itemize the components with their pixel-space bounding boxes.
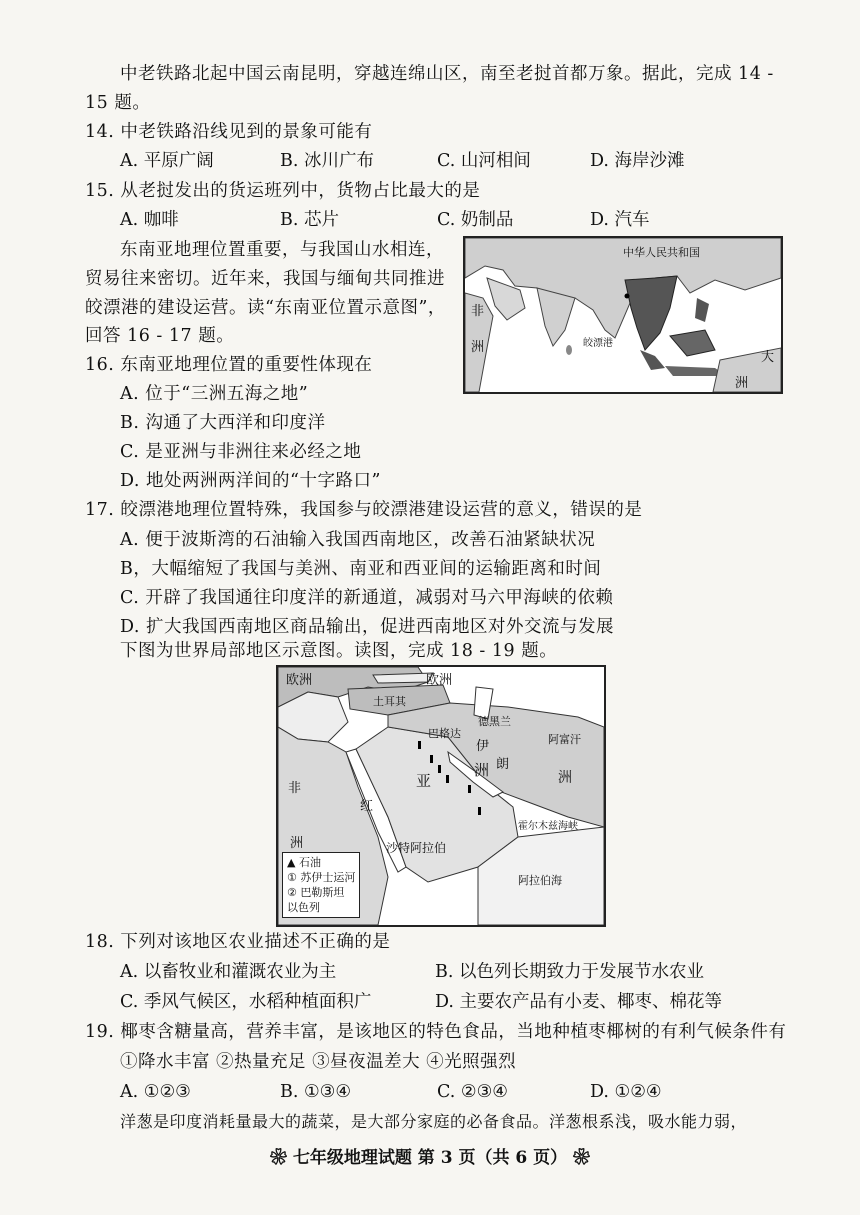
option-b: B. 芯片 (280, 210, 339, 230)
question-18-stem: 18. 下列对该地区农业描述不正确的是 (85, 932, 391, 952)
option-a: A. 平原广阔 (120, 151, 214, 171)
option-a: A. 便于波斯湾的石油输入我国西南地区，改善石油紧缺状况 (120, 530, 596, 550)
option-b: B. 以色列长期致力于发展节水农业 (435, 962, 704, 982)
option-d: D. 扩大我国西南地区商品输出，促进西南地区对外交流与发展 (120, 617, 615, 637)
intro-text-line: 中老铁路北起中国云南昆明，穿越连绵山区，南至老挝首都万象。据此，完成 14 - (120, 64, 774, 84)
option-d: D. 地处两洲两洋间的“十字路口” (120, 471, 381, 491)
option-b: B. 冰川广布 (280, 151, 374, 171)
page-footer: ❀ 七年级地理试题 第 3 页（共 6 页） ❀ (269, 1148, 591, 1168)
option-b: B. 沟通了大西洋和印度洋 (120, 413, 326, 433)
option-c: C. 季风气候区，水稻种植面积广 (120, 992, 372, 1012)
map-label-oceania: 大 (761, 350, 775, 365)
question-17-stem: 17. 皎漂港地理位置特殊，我国参与皎漂港建设运营的意义，错误的是 (85, 500, 643, 520)
option-b: B. ①③④ (280, 1082, 352, 1102)
question-16-stem: 16. 东南亚地理位置的重要性体现在 (85, 355, 373, 375)
map-label-europe: 欧洲 (426, 673, 453, 688)
option-a: A. 以畜牧业和灌溉农业为主 (120, 962, 337, 982)
option-c: C. 山河相间 (437, 151, 531, 171)
map-label-asia: 洲 (474, 761, 490, 779)
map-label-oceania: 洲 (735, 376, 749, 391)
middle-east-map (276, 665, 606, 927)
legend-israel: 以色列 (287, 901, 320, 914)
option-d: D. ①②④ (590, 1082, 662, 1102)
map-label-china: 中华人民共和国 (623, 246, 700, 259)
map-label-africa: 非 (471, 304, 485, 319)
option-c: C. 开辟了我国通往印度洋的新通道，减弱对马六甲海峡的依赖 (120, 588, 614, 608)
option-c: C. 奶制品 (437, 210, 514, 230)
map-label-africa: 非 (288, 781, 302, 796)
option-d: D. 海岸沙滩 (590, 151, 685, 171)
map-label-turkey: 土耳其 (373, 695, 406, 708)
map-label-europe: 欧洲 (286, 673, 313, 688)
map-legend (282, 852, 360, 918)
intro-text-line: 贸易往来密切。近年来，我国与缅甸共同推进 (85, 269, 445, 289)
question-15-stem: 15. 从老挝发出的货运班列中，货物占比最大的是 (85, 181, 481, 201)
option-d: D. 汽车 (590, 210, 650, 230)
map-label-iran: 伊 (476, 739, 490, 754)
map-label-port: 皎漂港 (583, 338, 613, 349)
southeast-asia-map-graphic (465, 238, 781, 392)
intro-text-line: 15 题。 (85, 93, 151, 113)
intro-text-line: 回答 16 - 17 题。 (85, 326, 235, 346)
map-label-asia: 亚 (416, 772, 432, 790)
legend-palestine: ② 巴勒斯坦 (287, 886, 345, 899)
intro-text-line: 下图为世界局部地区示意图。读图，完成 18 - 19 题。 (120, 641, 558, 661)
map-label-asia: 洲 (558, 770, 572, 786)
option-c: C. 是亚洲与非洲往来必经之地 (120, 442, 362, 462)
map-label-baghdad: 巴格达 (428, 727, 461, 740)
map-label-red-sea: 红 (360, 799, 374, 814)
option-b: B，大幅缩短了我国与美洲、南亚和西亚间的运输距离和时间 (120, 559, 602, 579)
southeast-asia-map (463, 236, 783, 394)
map-label-afghanistan: 阿富汗 (548, 733, 581, 746)
question-19-stem: 19. 椰枣含糖量高，营养丰富，是该地区的特色食品，当地种植枣椰树的有利气候条件有 (85, 1022, 787, 1042)
option-a: A. 咖啡 (120, 210, 179, 230)
map-label-arabian-sea: 阿拉伯海 (518, 874, 562, 887)
question-19-conditions: ①降水丰富 ②热量充足 ③昼夜温差大 ④光照强烈 (120, 1052, 517, 1072)
map-label-iran: 朗 (496, 757, 510, 772)
map-label-africa: 洲 (471, 340, 485, 355)
question-14-stem: 14. 中老铁路沿线见到的景象可能有 (85, 122, 373, 142)
intro-text-line: 东南亚地理位置重要，与我国山水相连， (120, 240, 444, 260)
map-label-africa: 洲 (290, 836, 304, 851)
intro-text-line: 洋葱是印度消耗量最大的蔬菜，是大部分家庭的必备食品。洋葱根系浅，吸水能力弱， (120, 1112, 748, 1131)
legend-oil: ▲ 石油 (287, 856, 321, 869)
option-a: A. ①②③ (120, 1082, 191, 1102)
map-label-hormuz: 霍尔木兹海峡 (518, 821, 578, 832)
option-c: C. ②③④ (437, 1082, 508, 1102)
option-d: D. 主要农产品有小麦、椰枣、棉花等 (435, 992, 723, 1012)
option-a: A. 位于“三洲五海之地” (120, 384, 309, 404)
legend-suez: ① 苏伊士运河 (287, 871, 356, 884)
map-label-tehran: 德黑兰 (478, 715, 511, 728)
intro-text-line: 皎漂港的建设运营。读“东南亚位置示意图”， (85, 298, 446, 318)
map-label-saudi: 沙特阿拉伯 (386, 841, 447, 855)
